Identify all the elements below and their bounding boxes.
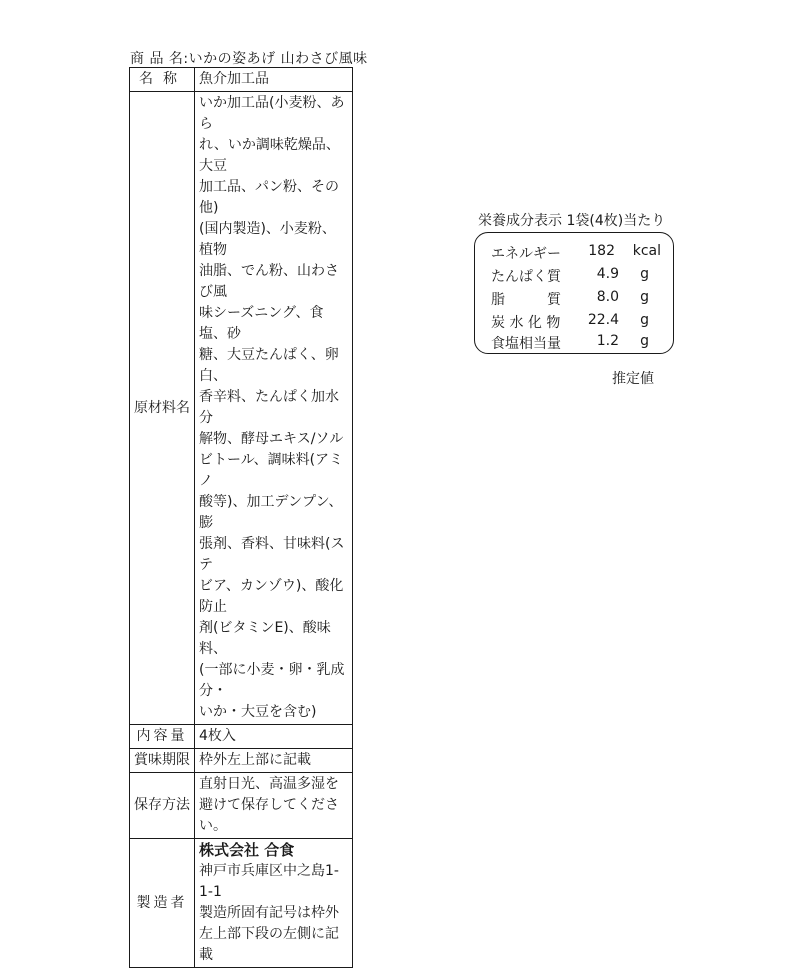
maker-key: 製造者 bbox=[130, 839, 195, 968]
row-contents bbox=[130, 725, 353, 749]
ingredients-key: 原材料名 bbox=[130, 92, 195, 725]
nutrition-name: 食塩相当量 bbox=[491, 336, 561, 352]
nutrition-unit: kcal bbox=[632, 243, 661, 259]
product-name-value: いかの姿あげ 山わさび風味 bbox=[188, 51, 368, 67]
contents-key: 内容量 bbox=[130, 725, 195, 749]
storage-value: 直射日光、高温多湿を避けて保存してください。 bbox=[195, 773, 353, 839]
storage-key: 保存方法 bbox=[130, 773, 195, 839]
nutrition-box bbox=[474, 232, 674, 354]
nutrition-row-fat bbox=[491, 289, 661, 309]
row-storage bbox=[130, 773, 353, 839]
nutrition-name: 炭 水 化 物 bbox=[491, 315, 561, 331]
nutrition-unit: g bbox=[640, 289, 649, 305]
row-category bbox=[130, 68, 353, 92]
nutrition-row-protein bbox=[491, 266, 661, 286]
nutrition-value: 8.0 bbox=[596, 289, 619, 305]
row-maker bbox=[130, 839, 353, 968]
nutrition-row-salt bbox=[491, 333, 661, 353]
maker-value bbox=[195, 839, 353, 968]
best-before-value: 枠外左上部に記載 bbox=[195, 749, 353, 773]
food-label-table bbox=[129, 67, 353, 968]
nutrition-value: 4.9 bbox=[596, 266, 619, 282]
row-best-before bbox=[130, 749, 353, 773]
nutrition-row-energy bbox=[491, 243, 661, 263]
category-value: 魚介加工品 bbox=[195, 68, 353, 92]
nutrition-value: 22.4 bbox=[587, 312, 619, 328]
category-key: 名称 bbox=[130, 68, 195, 92]
nutrition-unit: g bbox=[640, 312, 649, 328]
product-name-label: 商 品 名: bbox=[130, 51, 189, 67]
nutrition-unit: g bbox=[640, 333, 649, 349]
nutrition-name: たんぱく質 bbox=[491, 269, 561, 285]
ingredients-value: いか加工品(小麦粉、あら れ、いか調味乾燥品、大豆 加工品、パン粉、その他) (国内製造)、小麦粉、植物 油脂、でん粉、山わさび風 味シーズニング、食塩、砂 糖、大豆たんぱく、卵白、 香辛料、たんぱく加水分 解物、酵母エキス/ソル ビトール、調味料(アミノ 酸等)、加工デンプン、膨 張剤、香料、甘味料(ステ ビア、カンゾウ)、酸化防止 剤(ビタミンE)、酸味料、 (一部に小麦・卵・乳成分・ いか・大豆を含む) bbox=[195, 92, 353, 725]
contents-value: 4枚入 bbox=[195, 725, 353, 749]
nutrition-name: エネルギー bbox=[491, 246, 561, 262]
nutrition-unit: g bbox=[640, 266, 649, 282]
nutrition-note: 推定値 bbox=[612, 371, 654, 387]
nutrition-row-carbohydrate bbox=[491, 312, 661, 332]
nutrition-value: 182 bbox=[588, 243, 615, 259]
nutrition-value: 1.2 bbox=[596, 333, 619, 349]
nutrition-name: 脂 質 bbox=[491, 292, 561, 308]
maker-detail: 神戸市兵庫区中之島1-1-1 製造所固有記号は枠外 左上部下段の左側に記載 bbox=[199, 863, 339, 963]
maker-name: 株式会社 合食 bbox=[199, 841, 295, 859]
row-ingredients bbox=[130, 92, 353, 725]
nutrition-title: 栄養成分表示 1袋(4枚)当たり bbox=[478, 213, 666, 229]
product-name-line bbox=[130, 48, 368, 68]
best-before-key: 賞味期限 bbox=[130, 749, 195, 773]
